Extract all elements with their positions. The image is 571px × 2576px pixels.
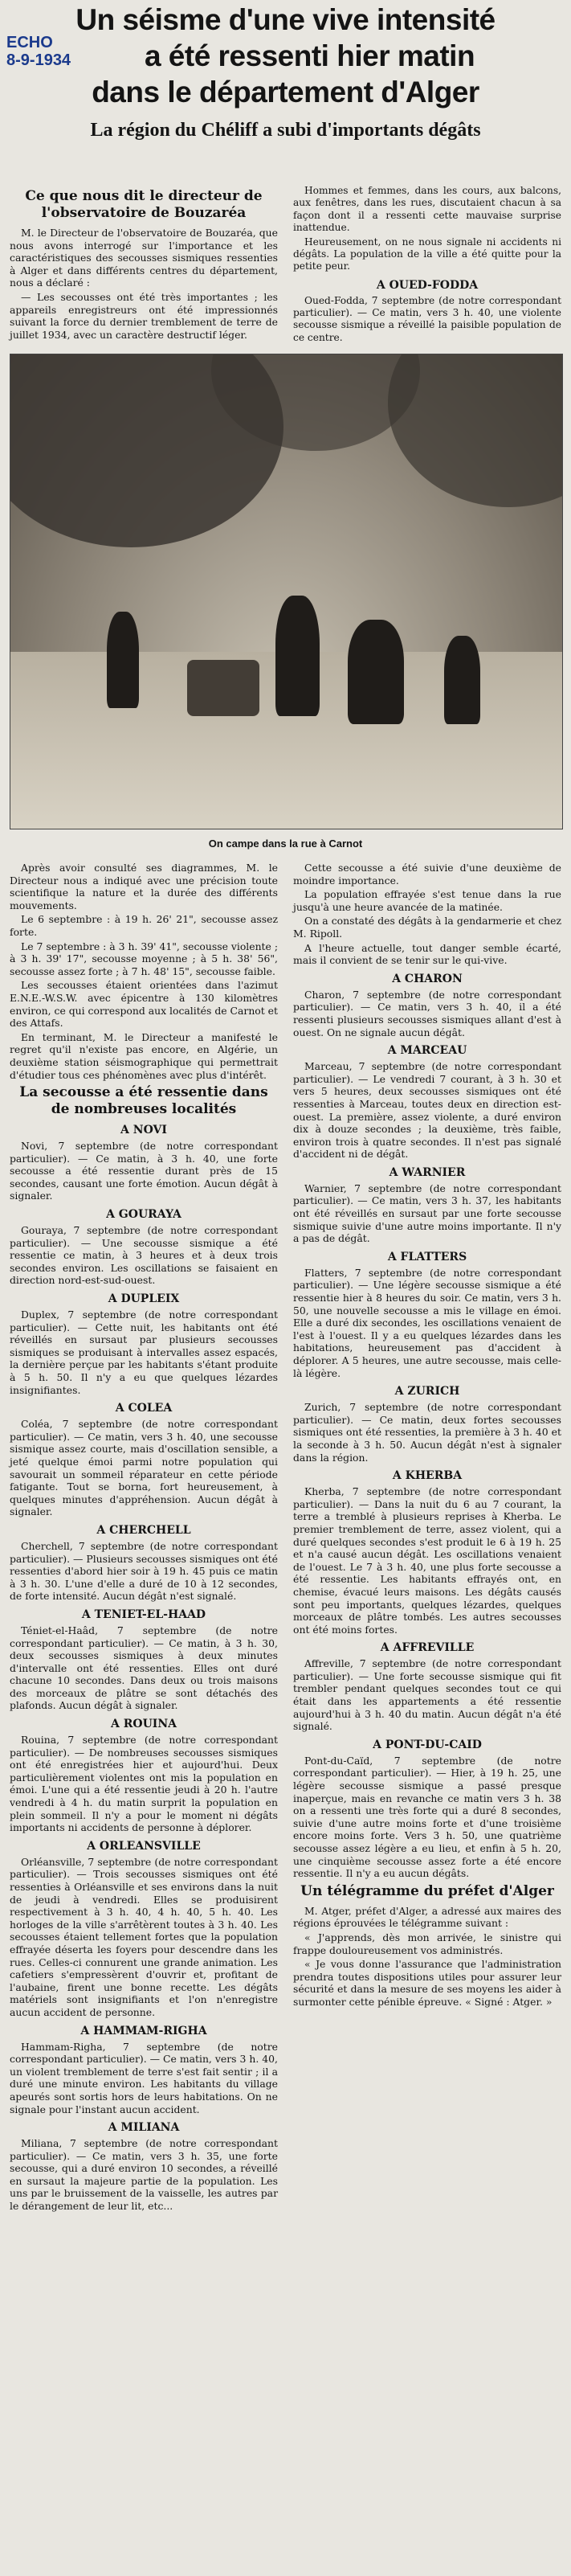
observatory-paragraph-2: — Les secousses ont été très importantes ; les appareils enregistreurs ont été impressionnés suivant la force du dernier tremblement de terre de juillet 1934, avec un caractère destructif léger. [10, 290, 278, 341]
telegram-paragraph-3: « Je vous donne l'assurance que l'administration prendra toutes dispositions utiles pour assurer leur sécurité et dans la mesure de ses moyens les aider à surmonter cette pénible épreuve. « Signé : Atger. » [293, 1958, 561, 2008]
article-right-main [293, 862, 561, 2010]
town-report: Rouina, 7 septembre (de notre correspondant particulier). — De nombreuses secousses sismiques ont été enregistrées hier et aujourd'hui. Deux particulièrement violentes ont mis la population en émoi. L'une qui a été ressentie jeudi à 20 h. l'autre vendredi à 4 h. du matin surprit la population en plein sommeil. Il n'y a pour le moment ni dégâts importants ni accidents de personne à déplorer. [10, 1734, 278, 1834]
localities-section-title: La secousse a été ressentie dans de nombreuses localités [19, 1084, 268, 1118]
town-report: Marceau, 7 septembre (de notre correspondant particulier). — Le vendredi 7 courant, à 3 h. 30 et vers 5 heures, deux secousses sismiques ont été ressenties à Marceau, toutes deux en direction est-ouest. La première, assez violente, a duré environ dix à douze secondes ; la deuxième, très faible, environ trois à quatre secondes. Il n'est pas signalé d'accident ni de dégât. [293, 1060, 561, 1161]
town-report: Hammam-Righa, 7 septembre (de notre correspondant particulier). — Ce matin, vers 3 h. 40, un violent tremblement de terre s'est fait sentir ; il a duré une minute environ. Les habitants du village apeurés sont sortis hors de leurs habitations. On ne signale pour l'instant aucun accident. [10, 2040, 278, 2115]
town-report: Affreville, 7 septembre (de notre correspondant particulier). — Une forte secousse sismique qui fit trembler pendant quelques secondes tout ce qui était dans les appartements a été ressentie aujourd'hui à 3 h. 40 du matin. Aucun dégât n'a été signalé. [293, 1657, 561, 1733]
town-report: Orléansville, 7 septembre (de notre correspondant particulier). — Trois secousses sismiques ont été ressenties à Orléansville et ses environs dans la nuit de jeudi à vendredi. Elles se produisirent respectivement à 3 h. 40, 4 h. 40, 5 h. 40. Les horloges de la ville s'arrêtèrent toutes à 3 h. 40. Les secousses étaient tellement fortes que la population effrayée déserta les foyers pour descendre dans les rues. Celles-ci connurent une grande animation. Les cafetiers s'empressèrent d'ouvrir et, profitant de l'aubaine, firent une bonne recette. Les dégâts matériels sont insignifiants et l'on n'enregistre aucun accident de personne. [10, 1855, 278, 2018]
town-heading: A KHERBA [392, 1469, 463, 1483]
town-heading: A CHERCHELL [96, 1523, 191, 1537]
town-report: Pont-du-Caïd, 7 septembre (de notre correspondant particulier). — Hier, à 19 h. 25, une légère secousse sismique a passé presque inaperçue, mais en revanche ce matin vers 3 h. 38 on a ressenti une très forte qui a duré 8 secondes, suivie d'une autre moins forte et d'une troisième encore moins forte. Vers 3 h. 50, une quatrième secousse assez légère a eu lieu, et enfin à 5 h. 20, une cinquième secousse assez forte a été encore ressentie. Il n'y a eu aucun dégâts. [293, 1754, 561, 1880]
town-report: Oued-Fodda, 7 septembre (de notre correspondant particulier). — Ce matin, vers 3 h. 40, une violente secousse sismique a réveillé la paisible population de ce centre. [293, 294, 561, 343]
town-report: Duplex, 7 septembre (de notre correspondant particulier). — Cette nuit, les habitants ont été réveillés en sursaut par plusieurs secousses sismiques se produisant à intervalles assez espacés, la dernière perçue par les habitants s'étant produite à 5 h. 50. Il n'y a eu que quelques lézardes insignifiantes. [10, 1308, 278, 1396]
carnot-paragraph-1: Cette secousse a été suivie d'une deuxième de moindre importance. [293, 862, 561, 887]
carnot-paragraph-2: La population effrayée s'est tenue dans la rue jusqu'à une heure avancée de la matinée. [293, 888, 561, 913]
crowd-paragraph: Hommes et femmes, dans les cours, aux balcons, aux fenêtres, dans les rues, discutaient chacun à sa façon dont il a ressenti cette mauvaise surprise inattendue. [293, 185, 561, 234]
sept7-paragraph: Le 7 septembre : à 3 h. 39' 41", secousse violente ; à 3 h. 39' 17", secousse moyenne ; à 5 h. 38' 56", secousse assez forte ; à 7 h. 48' 15", secousse faible. [10, 940, 278, 977]
no-damage-paragraph: Heureusement, on ne nous signale ni accidents ni dégâts. La population de la ville a été quitte pour la petite peur. [293, 235, 561, 272]
town-heading: A AFFREVILLE [380, 1641, 475, 1655]
town-report: Charon, 7 septembre (de notre correspondant particulier). — Ce matin, vers 3 h. 40, il a été ressenti plusieurs secousses sismiques allant d'est à ouest. On ne signale aucun dégât. [293, 988, 561, 1038]
carnot-paragraph-4: A l'heure actuelle, tout danger semble écarté, mais il convient de se tenir sur le qui-vive. [293, 941, 561, 967]
telegram-paragraph-2: « J'apprends, dès mon arrivée, le sinistre qui frappe douloureusement vos administrés. [293, 1931, 561, 1956]
town-heading: A ORLEANSVILLE [87, 1839, 201, 1853]
subheadline: La région du Chéliff a subi d'importants dégâts [90, 120, 481, 141]
headline-line-2: a été ressenti hier matin [144, 39, 475, 72]
street-camp-photo [10, 354, 563, 829]
town-report: Kherba, 7 septembre (de notre correspondant particulier). — Dans la nuit du 6 au 7 courant, la terre a tremblé à plusieurs reprises à Kherba. Le premier tremblement de terre, assez violent, qui a duré quelques secondes s'est produit le 6 à 19 h. 25 et n'a causé aucun dégât. Les oscillations venaient de l'ouest. Le 7 à 3 h. 40, une plus forte secousse a été ressentie. Les habitants effrayés ont, en chemise, évacué leurs maisons. Les dégâts causés sont peu importants, quelques lézardes, quelques morceaux de plâtre tombés. Les autres secousses ont été moins fortes. [293, 1485, 561, 1636]
town-heading: A WARNIER [389, 1165, 466, 1179]
photo-caption: On campe dans la rue à Carnot [208, 838, 363, 850]
intro-paragraph: Après avoir consulté ses diagrammes, M. le Directeur nous a indiqué avec une précision toute scientifique la nature et la durée des différents mouvements. [10, 862, 278, 911]
azimuth-paragraph: Les secousses étaient orientées dans l'azimut E.N.E.-W.S.W. avec épicentre à 130 kilomètres environ, ce qui correspond aux localités de Carnot et des Attafs. [10, 979, 278, 1030]
town-heading: A COLEA [115, 1402, 173, 1415]
town-report: Téniet-el-Haâd, 7 septembre (de notre correspondant particulier). — Ce matin, à 3 h. 30, deux secousses sismiques à deux minutes d'intervalle ont été ressenties. Elles ont duré chacune 10 secondes. Dans deux ou trois maisons des morceaux de plâtre se sont détachés des plafonds. Aucun dégât à signaler. [10, 1624, 278, 1712]
town-heading: A HAMMAM-RIGHA [80, 2024, 207, 2037]
town-heading: A TENIET-EL-HAAD [81, 1607, 206, 1621]
telegram-paragraph-1: M. Atger, préfet d'Alger, a adressé aux maires des régions éprouvées le télégramme suivant : [293, 1904, 561, 1930]
carnot-paragraph-3: On a constaté des dégâts à la gendarmerie et chez M. Ripoll. [293, 915, 561, 940]
headline-line-3: dans le département d'Alger [92, 76, 479, 109]
town-report: Cherchell, 7 septembre (de notre correspondant particulier). — Plusieurs secousses sismiques ont été ressenties d'abord hier soir à 19 h. 45 puis ce matin à 3 h. 30. L'une d'elle a duré de 10 à 12 secondes, de forte intensité. Aucun dégât n'est signalé. [10, 1539, 278, 1603]
observatory-paragraph-1: M. le Directeur de l'observatoire de Bouzaréa, que nous avons interrogé sur l'importance et les caractéristiques des secousses sismiques ressenties à Alger et dans différents centres du département, nous a déclaré : [10, 227, 278, 289]
town-report: Coléa, 7 septembre (de notre correspondant particulier). — Ce matin, vers 3 h. 40, une secousse sismique assez courte, mais d'oscillation sensible, a jeté quelque émoi parmi notre population qui savourait un sommeil réparateur en cette période fatigante. Tout se borna, fort heureusement, à quelques minutes d'appréhension. Aucun dégât à signaler. [10, 1418, 278, 1518]
town-heading: A GOURAYA [106, 1208, 181, 1222]
town-heading: A ZURICH [394, 1385, 460, 1399]
town-report: Zurich, 7 septembre (de notre correspondant particulier). — Ce matin, deux fortes secousses sismiques ont été ressenties, la première à 3 h. 40 et la seconde à 3 h. 50. Aucun dégât n'est à signaler dans la région. [293, 1401, 561, 1464]
town-heading: A DUPLEIX [108, 1292, 180, 1306]
headline [10, 0, 561, 110]
stamp-date: 8-9-1934 [6, 51, 71, 69]
town-heading: A NOVI [120, 1124, 167, 1137]
town-report: Miliana, 7 septembre (de notre correspondant particulier). — Ce matin, vers 3 h. 35, une forte secousse, qui a duré environ 10 secondes, a réveillé en sursaut la majeure partie de la population. Les uns par le bruissement de la vaisselle, les autres par le dérangement de leur lit, etc... [10, 2137, 278, 2213]
stamp-paper: ECHO [6, 34, 53, 51]
town-heading: A PONT-DU-CAID [373, 1738, 482, 1751]
town-heading: A MARCEAU [387, 1044, 467, 1058]
town-heading: A MILIANA [108, 2121, 180, 2135]
headline-line-1: Un séisme d'une vive intensité [75, 3, 496, 36]
town-heading: A CHARON [392, 972, 463, 985]
closing-paragraph: En terminant, M. le Directeur a manifesté le regret qu'il n'existe pas encore, en Algérie, un deuxième station séismographique qui permettrait d'étudier tous ces phénomènes avec plus d'intérêt. [10, 1030, 278, 1081]
article-right-top [293, 185, 561, 346]
town-heading: A OUED-FODDA [376, 278, 479, 292]
town-report: Warnier, 7 septembre (de notre correspondant particulier). — Ce matin, vers 3 h. 37, les habitants ont été réveillés en sursaut par une forte secousse sismique suivie d'une autre moins importante. Il n'y a pas de dégât. [293, 1182, 561, 1245]
town-report: Gouraya, 7 septembre (de notre correspondant particulier). — Une secousse sismique a été ressentie ce matin, à 3 heures et à deux trois secondes environ. Les oscillations se faisaient en direction nord-est-sud-ouest. [10, 1224, 278, 1287]
town-report: Novi, 7 septembre (de notre correspondant particulier). — Ce matin, à 3 h. 40, une forte secousse a été ressentie durant près de 15 secondes, causant une forte émotion. Aucun dégât à signaler. [10, 1140, 278, 1202]
town-heading: A FLATTERS [387, 1250, 467, 1263]
town-report: Flatters, 7 septembre (de notre correspondant particulier). — Une légère secousse sismique a été ressentie hier à 8 heures du soir. Ce matin, vers 3 h. 50, une nouvelle secousse a mis le village en émoi. Elle a duré dix secondes, les oscillations venaient de l'est à l'ouest. Il y a eu quelques lézardes dans les habitations, heureusement pas d'accident à déplorer. A 5 heures, une autre secousse, mais celle-là légère. [293, 1266, 561, 1379]
article-left-top [10, 185, 278, 342]
sept6-paragraph: Le 6 septembre : à 19 h. 26' 21", secousse assez forte. [10, 913, 278, 938]
town-heading: A ROUINA [111, 1718, 177, 1731]
observatory-title: Ce que nous dit le directeur de l'observatoire de Bouzaréa [25, 188, 263, 221]
telegram-title: Un télégramme du préfet d'Alger [300, 1882, 554, 1899]
article-left-main [10, 862, 278, 2214]
archive-stamp [6, 34, 71, 69]
